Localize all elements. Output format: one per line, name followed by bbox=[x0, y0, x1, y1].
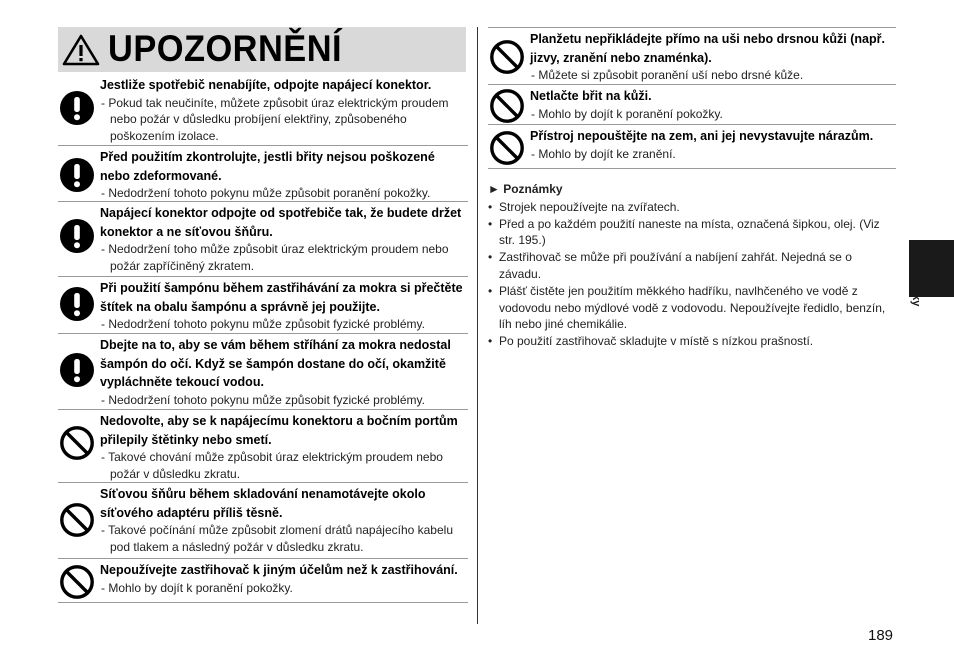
language-label: Česky bbox=[910, 274, 922, 307]
note-item: • Zastřihovač se může při používání a nabíjení zahřát. Nejedná se o závadu. bbox=[488, 249, 896, 283]
warning-note: - Mohlo by dojít ke zranění. bbox=[531, 146, 676, 161]
warning-item bbox=[58, 410, 468, 483]
warning-note: - Pokud tak neučiníte, můžete způsobit úraz elektrickým proudem nebo požár v důsledku probíjení elektřiny, způsobeného poškozením izolace. bbox=[101, 95, 449, 143]
caution-header bbox=[58, 27, 466, 72]
warning-note: - Nedodržení tohoto pokynu může způsobit fyzické problémy. bbox=[101, 392, 425, 407]
note-item: • Po použití zastřihovač skladujte v místě s nízkou prašností. bbox=[488, 333, 896, 350]
warning-text: Jestliže spotřebič nenabíjíte, odpojte napájecí konektor. bbox=[100, 78, 432, 92]
warning-note: - Takové chování může způsobit úraz elektrickým proudem nebo požár v důsledku zkratu. bbox=[101, 450, 443, 481]
column-divider bbox=[477, 27, 478, 624]
mandatory-icon bbox=[59, 218, 95, 259]
warning-item bbox=[488, 125, 896, 169]
warning-note: - Nedodržení tohoto pokynu může způsobit fyzické problémy. bbox=[101, 317, 425, 331]
warning-item bbox=[58, 202, 468, 277]
page-title: UPOZORNĚNÍ bbox=[108, 28, 343, 69]
warning-text: Netlačte břit na kůži. bbox=[530, 89, 652, 103]
page-number: 189 bbox=[868, 627, 894, 644]
prohibition-icon bbox=[59, 425, 95, 466]
right-column bbox=[488, 27, 896, 169]
mandatory-icon bbox=[59, 286, 95, 327]
warning-text: Napájecí konektor odpojte od spotřebiče tak, že budete držet konektor a ne síťovou šňůru. bbox=[100, 206, 462, 239]
warning-text: Přístroj nepouštějte na zem, ani jej nevystavujte nárazům. bbox=[530, 129, 874, 143]
warning-item bbox=[58, 146, 468, 202]
warning-note: - Mohlo by dojít k poranění pokožky. bbox=[531, 106, 723, 121]
warning-text: Nepoužívejte zastřihovač k jiným účelům než k zastřihování. bbox=[100, 563, 458, 577]
warning-item bbox=[58, 74, 468, 146]
prohibition-icon bbox=[489, 130, 525, 171]
warning-note: - Nedodržení tohoto pokynu může způsobit poranění pokožky. bbox=[101, 186, 431, 200]
warning-item bbox=[58, 334, 468, 410]
warning-text: Před použitím zkontrolujte, jestli břity nejsou poškozené nebo zdeformované. bbox=[100, 150, 435, 183]
note-item: • Plášť čistěte jen použitím měkkého hadříku, navlhčeného ve vodě z vodovodu nebo mýdlové vodě z vodovodu. Nepoužívejte ředidlo, benzín, líh nebo jiné chemikálie. bbox=[488, 283, 896, 333]
warning-text: Planžetu nepřikládejte přímo na uši nebo drsnou kůži (např. jizvy, zranění nebo znaménka). bbox=[530, 32, 885, 65]
prohibition-icon bbox=[59, 564, 95, 605]
notes-heading: ► Poznámky bbox=[488, 182, 563, 196]
warning-note: - Takové počínání může způsobit zlomení drátů napájecího kabelu pod tlakem a následný požár v důsledku zkratu. bbox=[101, 523, 453, 554]
warning-item bbox=[488, 85, 896, 125]
prohibition-icon bbox=[489, 88, 525, 129]
prohibition-icon bbox=[59, 502, 95, 543]
mandatory-icon bbox=[59, 90, 95, 131]
mandatory-icon bbox=[59, 352, 95, 393]
warning-text: Dbejte na to, aby se vám během stříhání za mokra nedostal šampón do očí. Když se šampón dostane do očí, okamžitě vypláchněte tekoucí vodou. bbox=[100, 338, 451, 389]
warning-text: Nedovolte, aby se k napájecímu konektoru a bočním portům přilepily štětinky nebo smetí. bbox=[100, 414, 458, 447]
warning-item bbox=[58, 483, 468, 559]
warning-item bbox=[488, 27, 896, 85]
warning-text: Při použití šampónu během zastřihávání za mokra si přečtěte štítek na obalu šampónu a správně jej použijte. bbox=[100, 281, 463, 314]
warning-item bbox=[58, 559, 468, 603]
warning-triangle-icon bbox=[61, 33, 101, 67]
warning-item bbox=[58, 277, 468, 334]
notes-list bbox=[488, 199, 896, 350]
warning-text: Síťovou šňůru během skladování nenamotávejte okolo síťového adaptéru příliš těsně. bbox=[100, 487, 426, 520]
note-item: • Před a po každém použití naneste na místa, označená šipkou, olej. (Viz str. 195.) bbox=[488, 216, 896, 250]
warning-note: - Nedodržení toho může způsobit úraz elektrickým proudem nebo požár zapříčiněný zkratem. bbox=[101, 242, 449, 273]
mandatory-icon bbox=[59, 157, 95, 198]
warning-note: - Mohlo by dojít k poranění pokožky. bbox=[101, 580, 293, 595]
left-column bbox=[58, 74, 468, 603]
note-item: • Strojek nepoužívejte na zvířatech. bbox=[488, 199, 896, 216]
warning-note: - Můžete si způsobit poranění uší nebo drsné kůže. bbox=[531, 68, 804, 82]
notes-section bbox=[488, 181, 896, 350]
prohibition-icon bbox=[489, 39, 525, 80]
